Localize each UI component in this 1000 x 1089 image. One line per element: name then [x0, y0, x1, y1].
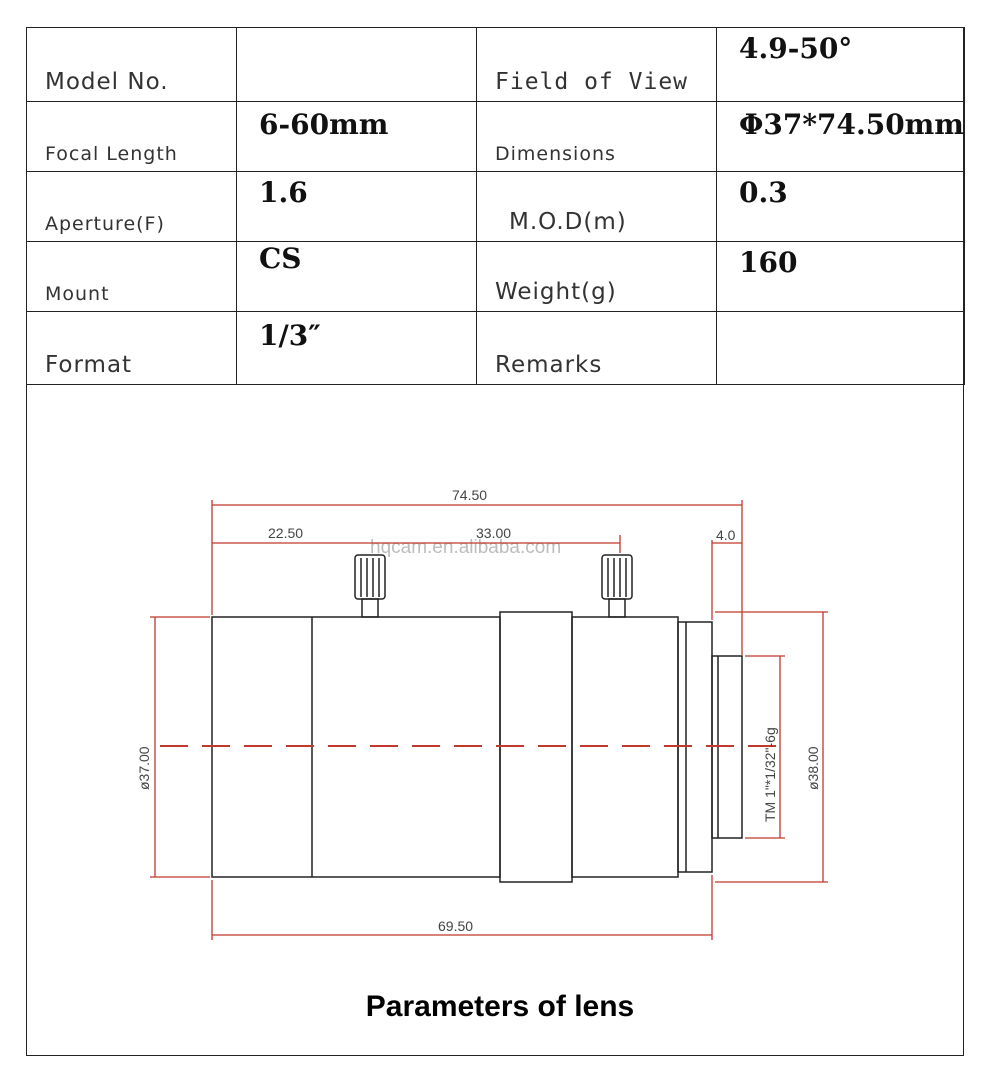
mount-label: Mount	[45, 283, 110, 305]
watermark: hqcam.en.alibaba.com	[370, 537, 562, 558]
format-label: Format	[45, 352, 133, 378]
mod-value: 0.3	[739, 176, 788, 209]
aperture-value: 1.6	[259, 176, 308, 209]
body-length-label: 69.50	[438, 918, 474, 934]
rear-screw	[602, 555, 632, 617]
screws	[355, 555, 632, 617]
dimension-lines	[150, 500, 828, 940]
overall-length-label: 74.50	[452, 487, 488, 503]
aperture-label: Aperture(F)	[45, 213, 165, 235]
focal-label: Focal Length	[45, 143, 178, 165]
fov-value: 4.9-50°	[739, 32, 853, 65]
model-label: Model No.	[45, 69, 169, 95]
thread-label: TM 1"*1/32"-6g	[762, 727, 778, 822]
middle-section-label: 33.00	[476, 525, 512, 541]
mod-label: M.O.D(m)	[509, 209, 627, 235]
fov-label: Field of View	[495, 69, 689, 95]
front-diameter-label: ø37.00	[136, 746, 152, 790]
front-section-label: 22.50	[268, 525, 304, 541]
rear-diameter-label: ø38.00	[805, 746, 821, 790]
caption: Parameters of lens	[365, 990, 635, 1023]
mount-value: CS	[259, 242, 302, 275]
weight-value: 160	[739, 246, 798, 279]
dim-label: Dimensions	[495, 143, 616, 165]
focal-value: 6-60mm	[259, 108, 389, 141]
remarks-label: Remarks	[495, 352, 603, 378]
front-screw	[355, 555, 385, 617]
weight-label: Weight(g)	[495, 279, 617, 305]
dim-value: Φ37*74.50mm	[739, 108, 964, 141]
format-value: 1/3″	[259, 319, 321, 352]
flange-label: 4.0	[716, 527, 736, 543]
